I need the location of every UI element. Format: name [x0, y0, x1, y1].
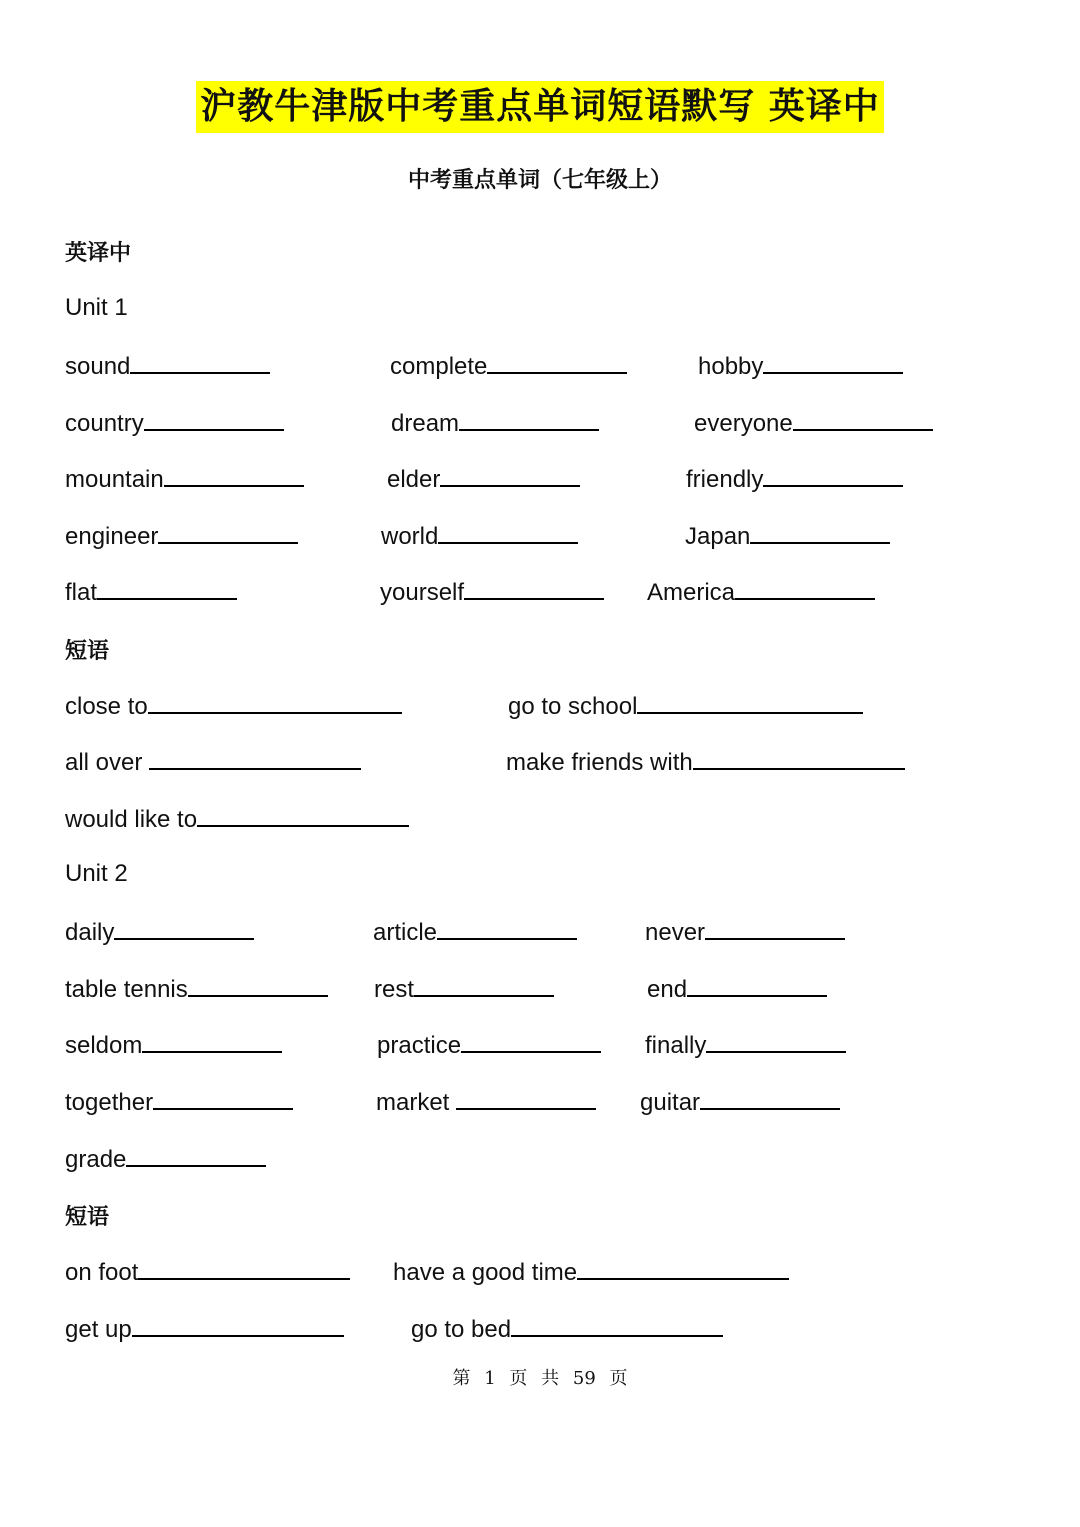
word-item — [373, 916, 577, 948]
title-wrap — [0, 81, 1080, 133]
word-text: table tennis — [65, 976, 188, 1003]
word-text: hobby — [698, 353, 764, 380]
answer-blank[interactable] — [511, 1313, 723, 1337]
word-text: mountain — [65, 466, 164, 493]
word-item — [376, 1086, 596, 1118]
word-text: flat — [65, 579, 98, 606]
phrases-label: 短语 — [65, 1205, 110, 1230]
word-text: America — [647, 579, 736, 606]
page-title: 沪教牛津版中考重点单词短语默写 英译中 — [196, 81, 884, 133]
answer-blank[interactable] — [735, 576, 875, 600]
answer-blank[interactable] — [456, 1086, 596, 1110]
word-item — [685, 520, 890, 552]
answer-blank[interactable] — [750, 520, 890, 544]
answer-blank[interactable] — [164, 463, 304, 487]
answer-blank[interactable] — [487, 350, 627, 374]
word-text: together — [65, 1089, 154, 1116]
phrase-item — [393, 1256, 789, 1288]
word-item — [65, 1143, 266, 1175]
section-label: 英译中 — [65, 241, 132, 266]
phrase-item — [65, 746, 361, 778]
word-item — [694, 407, 933, 439]
answer-blank[interactable] — [197, 803, 409, 827]
word-text: end — [647, 976, 688, 1003]
answer-blank[interactable] — [130, 350, 270, 374]
word-text: country — [65, 410, 144, 437]
word-item — [65, 973, 328, 1005]
answer-blank[interactable] — [138, 1256, 350, 1280]
word-text: friendly — [686, 466, 764, 493]
unit2-label: Unit 2 — [65, 860, 128, 887]
word-item — [647, 973, 827, 1005]
word-item — [686, 463, 903, 495]
answer-blank[interactable] — [437, 916, 577, 940]
word-item — [65, 520, 298, 552]
word-text: complete — [390, 353, 488, 380]
phrase-item — [65, 1313, 344, 1345]
word-item — [645, 916, 845, 948]
word-text: Japan — [685, 523, 751, 550]
phrase-item — [506, 746, 905, 778]
answer-blank[interactable] — [440, 463, 580, 487]
phrase-text: get up — [65, 1316, 132, 1343]
answer-blank[interactable] — [438, 520, 578, 544]
footer-prefix: 第 — [452, 1368, 471, 1389]
word-text: finally — [645, 1032, 707, 1059]
phrase-text: go to bed — [411, 1316, 512, 1343]
answer-blank[interactable] — [706, 1029, 846, 1053]
answer-blank[interactable] — [693, 746, 905, 770]
answer-blank[interactable] — [459, 407, 599, 431]
answer-blank[interactable] — [149, 746, 361, 770]
word-text: article — [373, 919, 438, 946]
word-item — [377, 1029, 601, 1061]
phrase-item — [411, 1313, 723, 1345]
word-item — [65, 463, 304, 495]
answer-blank[interactable] — [637, 690, 863, 714]
answer-blank[interactable] — [97, 576, 237, 600]
word-item — [65, 916, 254, 948]
word-text: dream — [391, 410, 460, 437]
answer-blank[interactable] — [461, 1029, 601, 1053]
word-text: never — [645, 919, 706, 946]
word-item — [374, 973, 554, 1005]
phrase-text: go to school — [508, 693, 638, 720]
answer-blank[interactable] — [114, 916, 254, 940]
word-text: market — [376, 1089, 457, 1116]
word-text: elder — [387, 466, 441, 493]
answer-blank[interactable] — [188, 973, 328, 997]
word-item — [380, 576, 604, 608]
word-text: yourself — [380, 579, 465, 606]
page-subtitle: 中考重点单词（七年级上） — [407, 168, 672, 193]
word-text: grade — [65, 1146, 127, 1173]
answer-blank[interactable] — [142, 1029, 282, 1053]
word-text: world — [381, 523, 439, 550]
word-text: engineer — [65, 523, 159, 550]
phrase-text: all over — [65, 749, 150, 776]
word-text: seldom — [65, 1032, 143, 1059]
answer-blank[interactable] — [153, 1086, 293, 1110]
phrase-item — [65, 803, 409, 835]
phrase-item — [508, 690, 863, 722]
word-item — [387, 463, 580, 495]
unit1-label: Unit 1 — [65, 294, 128, 321]
answer-blank[interactable] — [700, 1086, 840, 1110]
word-text: sound — [65, 353, 131, 380]
answer-blank[interactable] — [464, 576, 604, 600]
word-item — [65, 1086, 293, 1118]
answer-blank[interactable] — [158, 520, 298, 544]
page-number: 1 — [484, 1368, 496, 1389]
answer-blank[interactable] — [763, 463, 903, 487]
page-footer — [0, 1364, 1080, 1390]
answer-blank[interactable] — [705, 916, 845, 940]
word-item — [390, 350, 627, 382]
word-item — [645, 1029, 846, 1061]
phrase-item — [65, 1256, 350, 1288]
page-total: 59 — [572, 1368, 596, 1389]
phrase-text: would like to — [65, 806, 198, 833]
phrase-text: have a good time — [393, 1259, 578, 1286]
word-text: daily — [65, 919, 115, 946]
answer-blank[interactable] — [793, 407, 933, 431]
answer-blank[interactable] — [132, 1313, 344, 1337]
word-item — [647, 576, 875, 608]
phrase-text: close to — [65, 693, 148, 720]
word-item — [391, 407, 599, 439]
word-text: everyone — [694, 410, 793, 437]
word-item — [698, 350, 903, 382]
footer-middle: 页 共 — [509, 1368, 560, 1389]
answer-blank[interactable] — [126, 1143, 266, 1167]
answer-blank[interactable] — [144, 407, 284, 431]
answer-blank[interactable] — [687, 973, 827, 997]
word-text: guitar — [640, 1089, 701, 1116]
answer-blank[interactable] — [577, 1256, 789, 1280]
word-item — [381, 520, 578, 552]
phrases-label: 短语 — [65, 639, 110, 664]
word-item — [65, 350, 270, 382]
word-item — [65, 1029, 282, 1061]
phrase-item — [65, 690, 402, 722]
answer-blank[interactable] — [148, 690, 402, 714]
phrase-text: make friends with — [506, 749, 693, 776]
word-text: rest — [374, 976, 415, 1003]
answer-blank[interactable] — [414, 973, 554, 997]
answer-blank[interactable] — [763, 350, 903, 374]
phrase-text: on foot — [65, 1259, 139, 1286]
word-text: practice — [377, 1032, 462, 1059]
word-item — [65, 576, 237, 608]
word-item — [65, 407, 284, 439]
word-item — [640, 1086, 840, 1118]
footer-suffix: 页 — [609, 1368, 628, 1389]
